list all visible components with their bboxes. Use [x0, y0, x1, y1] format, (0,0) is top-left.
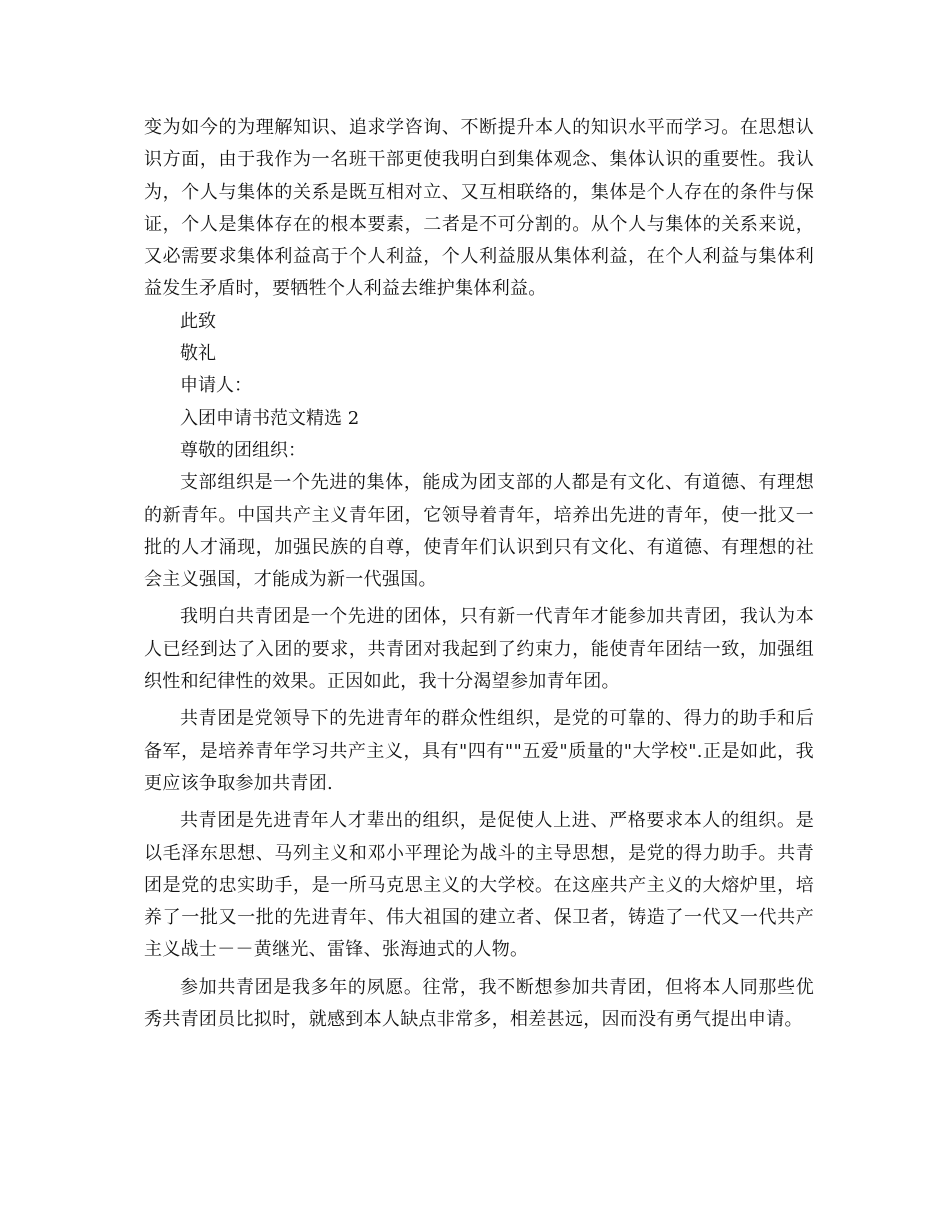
paragraph-study-and-collective: 变为如今的为理解知识、追求学咨询、不断提升本人的知识水平而学习。在思想认识方面，由于我作为一名班干部更使我明白到集体观念、集体认识的重要性。我认为，个人与集体的关系是既互相对立、又互相联络的，集体是个人存在的条件与保证，个人是集体存在的根本要素，二者是不可分割的。从个人与集体的关系来说，又必需要求集体利益高于个人利益，个人利益服从集体利益，在个人利益与集体利益发生矛盾时，要牺牲个人利益去维护集体利益。	[144, 117, 814, 300]
salutation: 尊敬的团组织：	[180, 439, 306, 461]
paragraph-advanced-group: 我明白共青团是一个先进的团体，只有新一代青年才能参加共青团，我认为本人已经到达了入团的要求，共青团对我起到了约束力，能使青年团结一致，加强组织性和纪律性的效果。正因如此，我十分渴望参加青年团。	[144, 606, 814, 693]
paragraph-talent-organization: 共青团是先进青年人才辈出的组织，是促使人上进、严格要求本人的组织。是以毛泽东思想、马列主义和邓小平理论为战斗的主导思想，是党的得力助手。共青团是党的忠实助手，是一所马克思主义的大学校。在这座共产主义的大熔炉里，培养了一批又一批的先进青年、伟大祖国的建立者、保卫者，铸造了一代又一代共产主义战士－－黄继光、雷锋、张海迪式的人物。	[144, 810, 814, 961]
closing-cizhi: 此致	[180, 310, 216, 332]
paragraph-branch-organization: 支部组织是一个先进的集体，能成为团支部的人都是有文化、有道德、有理想的新青年。中国共产主义青年团，它领导着青年，培养出先进的青年，使一批又一批的人才涌现，加强民族的自尊，使青年们认识到只有文化、有道德、有理想的社会主义强国，才能成为新一代强国。	[144, 472, 814, 591]
section-title-2: 入团申请书范文精选 2	[180, 407, 360, 429]
applicant-label: 申请人：	[180, 375, 252, 397]
paragraph-mass-organization: 共青团是党领导下的先进青年的群众性组织，是党的可靠的、得力的助手和后备军，是培养青年学习共产主义，具有"四有""五爱"质量的"大学校".正是如此，我更应该争取参加共青团.	[144, 708, 814, 794]
paragraph-long-held-wish: 参加共青团是我多年的夙愿。往常，我不断想参加共青团，但将本人同那些优秀共青团员比拟时，就感到本人缺点非常多，相差甚远，因而没有勇气提出申请。	[144, 976, 814, 1031]
closing-jingli: 敬礼	[180, 343, 216, 365]
document-body	[144, 112, 814, 1036]
